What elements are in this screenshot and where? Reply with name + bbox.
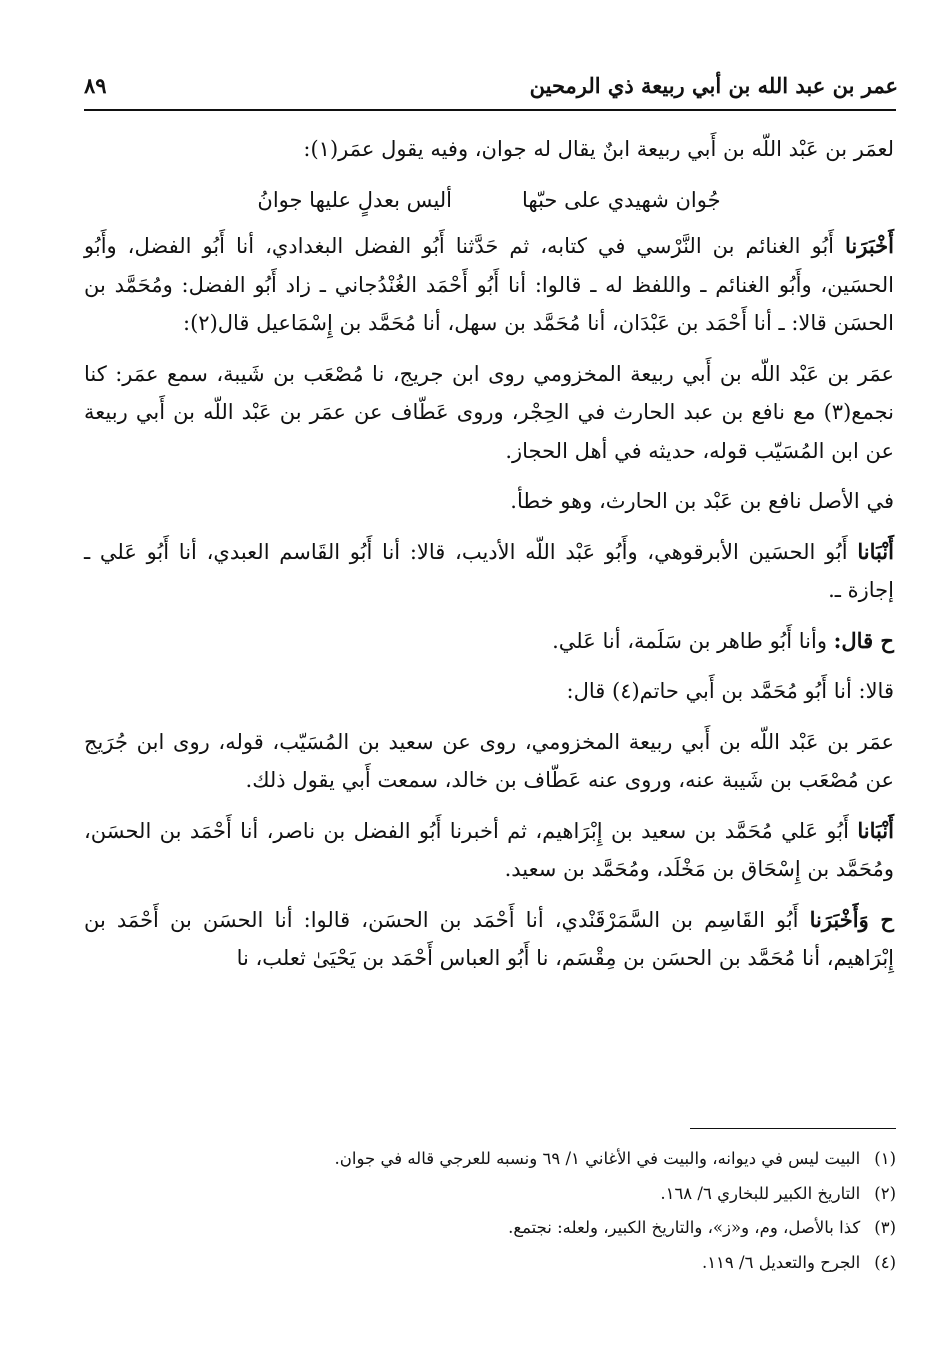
running-title: عمر بن عبد الله بن أبي ربيعة ذي الرمحين (529, 72, 898, 98)
footnote-number: (٣) (874, 1218, 896, 1237)
paragraph-2-text: أَبُو الغنائم بن النَّرْسي في كتابه، ثم حَدَّثنا أَبُو الفضل البغدادي، أنا أَبُو الفضل، وأَبُو الحسَين، وأَبُو الغنائم ـ واللفظ له ـ قالوا: أنا أَبُو أَحْمَد الغُنْدُجاني ـ زاد أَبُو الفضل: ومُحَمَّد بن الحسَن قالا: ـ أنا أَحْمَد بن عَبْدَان، أنا مُحَمَّد بن سهل، أنا مُحَمَّد بن إِسْمَاعيل قال(٢): (84, 234, 894, 335)
footnote-text: التاريخ الكبير للبخاري ٦/ ١٦٨. (660, 1183, 861, 1203)
footnote-3 (84, 1211, 896, 1246)
main-text (84, 130, 894, 990)
paragraph-7: قالا: أنا أَبُو مُحَمَّد بن أَبي حاتم(٤) قال: (566, 679, 894, 703)
page-header (84, 68, 898, 102)
paragraph-8: عمَر بن عَبْد اللّه بن أَبي ربيعة المخزومي، روى عن سعيد بن المُسَيّب، قوله، روى ابن جُرَيج عن مُصْعَب بن شَيبة عنه، وروى عنه عَطّاف بن خالد، سمعت أَبي يقول ذلك. (84, 729, 894, 792)
footnote-text: كذا بالأصل، وم، و«ز»، والتاريخ الكبير، ولعله: نجتمع. (508, 1218, 861, 1237)
paragraph-4: في الأصل نافع بن عَبْد بن الحارث، وهو خطأ. (510, 489, 894, 513)
paragraph-10-text: أَبُو القَاسِم بن السَّمَرْقَنْدي، أنا أَحْمَد بن الحسَن، قالوا: أنا الحسَن بن أَحْمَد بن إِبْرَاهيم، أنا مُحَمَّد بن الحسَن بن مِقْسَم، نا أَبُو العباس أَحْمَد بن يَحْيَىٰ ثعلب، نا (84, 907, 894, 970)
paragraph-9-text: أَبُو عَلي مُحَمَّد بن سعيد بن إِبْرَاهيم، ثم أخبرنا أَبُو الفضل بن ناصر، أنا أَحْمَد بن الحسَن، ومُحَمَّد بن إِسْحَاق بن مَخْلَد، ومُحَمَّد بن سعيد. (84, 818, 894, 881)
footnote-4 (84, 1246, 896, 1281)
paragraph-3: عمَر بن عَبْد اللّه بن أَبي ربيعة المخزومي روى ابن جريج، نا مُصْعَب بن شَيبة، سمع عمَر: كنا نجمع(٣) مع نافع بن عبد الحارث في الحِجْر، وروى عَطّاف عن عمَر بن عَبْد اللّه بن أَبي ربيعة عن ابن المُسَيّب قوله، حديثه في أهل الحجاز. (84, 361, 894, 463)
footnote-1 (84, 1142, 896, 1177)
footnote-number: (٢) (874, 1183, 896, 1203)
paragraph-6-text: وأنا أَبُو طاهر بن سَلَمة، أنا عَلي. (552, 628, 834, 653)
footnote-2 (84, 1177, 896, 1212)
poem-verse (84, 181, 894, 220)
footnote-divider (690, 1128, 896, 1129)
paragraph-5 (84, 533, 894, 610)
paragraph-9 (84, 812, 894, 889)
paragraph-2-lead: أَخْبَرَنا (845, 233, 894, 258)
header-divider (84, 109, 896, 111)
paragraph-10-lead: ح وَأَخْبَرَنا (809, 906, 894, 932)
page-number: ٨٩ (84, 72, 107, 98)
paragraph-1: لعمَر بن عَبْد اللّه بن أَبي ربيعة ابنٌ يقال له جوان، وفيه يقول عمَر(١): (303, 137, 894, 161)
footnote-text: الجرح والتعديل ٦/ ١١٩. (701, 1252, 861, 1272)
poem-hemistich-2: أليس بعدلٍ عليها جوانُ (257, 187, 453, 212)
footnote-number: (٤) (874, 1252, 896, 1272)
footnote-text: البيت ليس في ديوانه، والبيت في الأغاني ١/ ٦٩ ونسبه للعرجي قاله في جوان. (334, 1149, 861, 1168)
footnotes (84, 1142, 896, 1280)
footnote-number: (١) (874, 1149, 896, 1168)
paragraph-5-lead: أَنْبَانا (857, 538, 894, 564)
paragraph-9-lead: أَنْبَانا (857, 817, 894, 843)
poem-hemistich-1: جُوان شهيدي على حبّها (522, 187, 721, 212)
paragraph-2 (84, 227, 894, 343)
paragraph-6-lead: ح قال: (833, 627, 894, 653)
paragraph-6 (84, 622, 894, 661)
paragraph-10 (84, 901, 894, 978)
paragraph-5-text: أَبُو الحسَين الأبرقوهي، وأَبُو عَبْد اللّه الأديب، قالا: أنا أَبُو القَاسم العبدي، أنا أَبُو عَلي ـ إجازة ـ. (84, 539, 894, 602)
